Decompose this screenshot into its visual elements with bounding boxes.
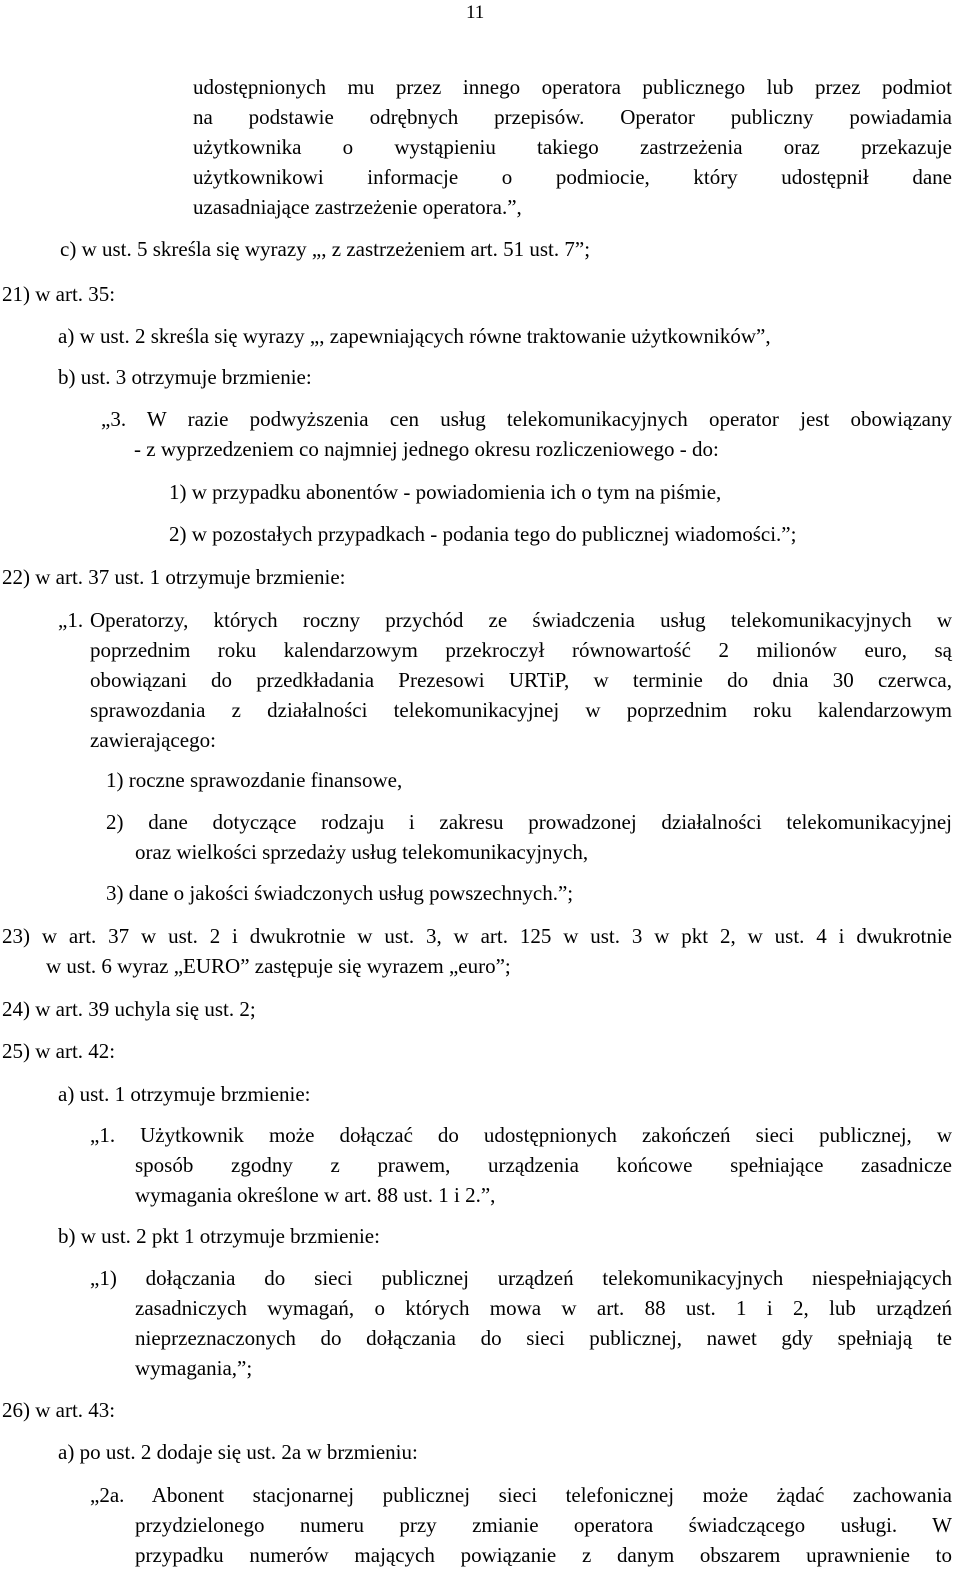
quote-art37-pt1: 1) roczne sprawozdanie finansowe, [106, 768, 403, 792]
text-line: „2a. Abonent stacjonarnej publicznej sieci telefonicznej może żądać zachowania [90, 1483, 952, 1507]
text-line: obowiązani do przedkładania Prezesowi URTiP, w terminie do dnia 30 czerwca, [90, 668, 952, 692]
item-22: 22) w art. 37 ust. 1 otrzymuje brzmienie: [2, 565, 346, 589]
item-24: 24) w art. 39 uchyla się ust. 2; [2, 997, 256, 1021]
text-line: sprawozdania z działalności telekomunikacyjnej w poprzednim roku kalendarzowym [90, 698, 952, 722]
quote-art37-pt3: 3) dane o jakości świadczonych usług powszechnych.”; [106, 881, 574, 905]
item-23 [2, 921, 952, 981]
quote-art43-ust2a [90, 1480, 952, 1570]
text-line: użytkownika o wystąpieniu takiego zastrzeżenia oraz przekazuje [193, 135, 952, 159]
text-line: zawierającego: [90, 728, 216, 752]
text-line: zasadniczych wymagań, o których mowa w art. 88 ust. 1 i 2, lub urządzeń [135, 1296, 952, 1320]
text-line: „1. Użytkownik może dołączać do udostępnionych zakończeń sieci publicznej, w [90, 1123, 952, 1147]
quote-art37-pt2 [106, 807, 952, 867]
text-line: „1) dołączania do sieci publicznej urządzeń telekomunikacyjnych niespełniających [90, 1266, 952, 1290]
text-line: oraz wielkości sprzedaży usług telekomunikacyjnych, [135, 840, 589, 864]
quote-mark-art37: „1. [58, 608, 84, 632]
text-line: wymagania,”; [135, 1356, 253, 1380]
continued-quote [193, 72, 952, 222]
text-line: 23) w art. 37 w ust. 2 i dwukrotnie w ust. 3, w art. 125 w ust. 3 w pkt 2, w ust. 4 i dwukrotnie [2, 924, 952, 948]
quote-art35-pt1: 1) w przypadku abonentów - powiadomienia ich o tym na piśmie, [169, 480, 722, 504]
text-line: udostępnionych mu przez innego operatora publicznego lub przez podmiot [193, 75, 952, 99]
item-20c: c) w ust. 5 skreśla się wyrazy „, z zastrzeżeniem art. 51 ust. 7”; [60, 237, 591, 261]
item-25: 25) w art. 42: [2, 1039, 116, 1063]
text-line: w ust. 6 wyraz „EURO” zastępuje się wyrazem „euro”; [46, 954, 511, 978]
text-line: wymagania określone w art. 88 ust. 1 i 2.”, [135, 1183, 496, 1207]
quote-art35-pt2: 2) w pozostałych przypadkach - podania tego do publicznej wiadomości.”; [169, 522, 797, 546]
item-26a: a) po ust. 2 dodaje się ust. 2a w brzmieniu: [58, 1440, 418, 1464]
quote-art35-ust3 [101, 404, 952, 464]
item-21a: a) w ust. 2 skreśla się wyrazy „, zapewniających równe traktowanie użytkowników”, [58, 324, 771, 348]
text-line: przypadku numerów mających powiązanie z danym obszarem uprawnienie to [135, 1543, 952, 1567]
text-line: użytkownikowi informacje o podmiocie, który udostępnił dane [193, 165, 952, 189]
text-line: sposób zgodny z prawem, urządzenia końcowe spełniające zasadnicze [135, 1153, 952, 1177]
page-number: 11 [466, 2, 485, 23]
text-line: „3. W razie podwyższenia cen usług telekomunikacyjnych operator jest obowiązany [101, 407, 952, 431]
text-line: - z wyprzedzeniem co najmniej jednego okresu rozliczeniowego - do: [134, 437, 719, 461]
text-line: nieprzeznaczonych do dołączania do sieci publicznej, nawet gdy spełniają te [135, 1326, 952, 1350]
quote-art42-ust1 [90, 1120, 952, 1210]
text-line: uzasadniające zastrzeżenie operatora.”, [193, 195, 522, 219]
text-line: na podstawie odrębnych przepisów. Operator publiczny powiadamia [193, 105, 952, 129]
quote-art42-ust2 [90, 1263, 952, 1383]
text-line: Operatorzy, których roczny przychód ze świadczenia usług telekomunikacyjnych w [90, 608, 952, 632]
text-line: poprzednim roku kalendarzowym przekroczył równowartość 2 milionów euro, są [90, 638, 952, 662]
item-21: 21) w art. 35: [2, 282, 116, 306]
item-26: 26) w art. 43: [2, 1398, 116, 1422]
text-line: 2) dane dotyczące rodzaju i zakresu prowadzonej działalności telekomunikacyjnej [106, 810, 952, 834]
quote-art37-ust1 [90, 605, 952, 755]
text-line: przydzielonego numeru przy zmianie operatora świadczącego usługi. W [135, 1513, 952, 1537]
item-21b: b) ust. 3 otrzymuje brzmienie: [58, 365, 312, 389]
item-25b: b) w ust. 2 pkt 1 otrzymuje brzmienie: [58, 1224, 380, 1248]
item-25a: a) ust. 1 otrzymuje brzmienie: [58, 1082, 311, 1106]
